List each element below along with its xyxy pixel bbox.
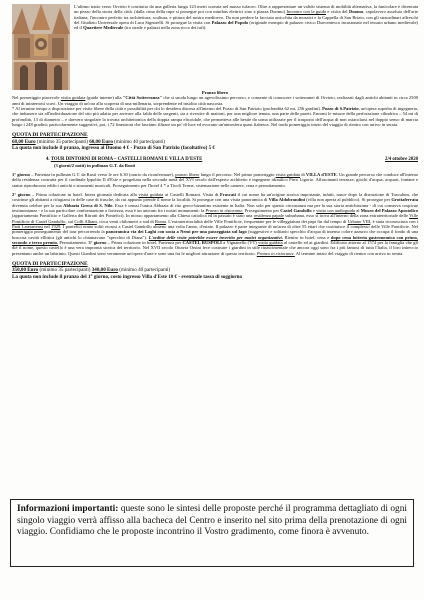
quota-title-2: QUOTA DI PARTECIPAZIONE [12,261,88,268]
info-lead: Informazioni importanti: [17,504,119,514]
info-body: queste sono le sintesi delle proposte perché il programma dettagliato di ogni singolo viaggio verrà affisso alla bacheca del Centro e inserito nel sito prima della prenotazione di ogni viaggio. Confidiamo che le proposte incontrino il Vostro gradimento, come finora è avvenuto. [17,504,408,538]
pozzo-paragraph: * Al termine tempo a disposizione per visite libere della città e possibilità per chi lo desidera discesa all'interno del Pozzo di San Patrizio (profondità 62 mt, 256 gradini). Pozzo di S.Patrizio, un'opera superba di ingegneria, che indussero sia all'individuazione del sito più adatto per arrivare alla falda delle sorgenti, sia a rivestire di mattoni, per una migliore tenuta, una parte delle pareti. Enormi le misure della perforazione cilindrica – 54 mt di profondità, 13 di diametro – e davvero singolare la trovata architettonica della doppia rampa elicoidale, che permetteva alle bestie da soma utilizzate per il trasporto dell'acqua di non ostacolarsi nel doppio senso di marcia lungo i 248 gradini; particolarmente suggestivi, poi, i 72 finestroni che lasciano filtrare un po' di luce ed evocano un'atmosfera quasi fiabesca. Nel tardo pomeriggio inizio del viaggio di rientro con arrivo in serata. [12,106,419,128]
day1-paragraph: 1° giorno – Partenza in pullman G.T. da Rusti verso le ore 6.30 (orario da riconfermare), pranzo libero lungo il percorso. Nel primo pomeriggio visita guidata di VILLA d'ESTE. Un grande percorso che conduce all'interno della residenza costruita per il cardinale Ippolito II d'Este e progettata nella seconda metà del XVI secolo dall'esperto architetto e ingegnere idraulico Pirro Ligorio. Affascinanti terrazze, giochi d'acqua, acquari, fontane e statue riproducono edifici antichi e strumenti musicali. Proseguimento per l'hotel 4 * a Tivoli Terme, sistemazione nelle camere, cena e pernottamento. [12,171,419,188]
intro-section [12,4,418,90]
afternoon-paragraph: Nel pomeriggio piacevole visita guidata (guide interne) alla "Città Sotterranea" che si snoda lungo un agevolissimo percorso, e consente di conoscere i sotterranei di Orvieto, realizzati dagli antichi abitanti in circa 2500 anni di ininterrotti scavi. Un viaggio di un'ora alla scoperta di una millenaria, sorprendente ed insolita città nascosta. [12,95,419,106]
tour-number: 4. [46,157,50,163]
quota-exclusions-1: La quota non include il pranzo, ingresso al Duomo 4 € - Pozzo di San Patrizio (facoltativo) 5 € [12,145,215,152]
tour-subtitle: (3 giorni/2 notti) in pullman G.T. da Rusti [54,162,136,168]
quota-exclusions-2: La quota non include il pranzo del 1° giorno, costo ingresso Villa d'Este 10 € - eventuale tassa di soggiorno [12,273,243,280]
important-info-box [10,499,414,567]
page-bottom-margin [0,567,424,600]
tour-dates: 2/4 ottobre 2020 [385,157,418,163]
quota-prices-2: 350,00 Euro (minimo 35 partecipanti) 340,00 Euro (minimo 40 partecipanti) [12,267,171,274]
quota-title-1: QUOTA DI PARTECIPAZIONE [12,132,88,139]
day2-paragraph: 2° giorno – Prima colazione in hotel. Intera giornata dedicata alla visita guidata ai Castelli Romani. Visita di Frascati il cui nome ha un'origine storica importante, infatti, nasce dopo la distruzione di Tusculum, che costrinse gli abitanti a rifugiarsi in delle case di frasche, da cui appunto prende il nome la località. Si prosegue con una visita panoramica di Villa Aldobrandini (villa non aperta al pubblico). Si prosegue per Grottaferrata divenuta celebre per la sua Abbazia Greca di S. Nilo. Essa è ormai l'unica Abbazia di rito greco-bizantino esistente in Italia. Non solo per questo circostanza ma per la sua storia antichissima - di cui conserva cospicue testimonianze - e la sua particolare conformazione a fortezza, essa è un unicum fra i nostri monumenti: la Pranzo in ristorante. Proseguimento per Castel Gandolfo e visita con audioguida al Museo del Palazzo Apostolico (appartamento Pontificio e Galleria dei Ritratti dei Pontefici). In mosso appartamento alla Chiesa cattolica ed in passato è stato una residenza papale suburbana, esso si trova all'interno della zona extraterritoriale delle Ville Pontificie di Castel Gandolfo, sui Colli Albani, circa venti chilometri a sud di Roma. L'extraterritorialità delle Ville Pontificie, frequentate per le villeggiatura dei papi fin dal tempo di Urbano VIII, è stata riconosciuta con i Patti Lateranensi nel 1929. I pontefici erano soliti recarsi a Castel Gandolfo almeno una volta l'anno, d'estate. Il palazzo è parte integrante di un'area di oltre 55 ettari che costituisce il complesso delle Ville Pontificie. Nel pomeriggio proseguimento del tour percorrendo la panoramica via dei Laghi con sosta a Nemi per una passeggiata sul lago (suggestivo e solitario specchio d'acqua di intenso colore azzurro che occupa il fondo di una boscosa cavità ellittica (gli antichi lo chiamavano "specchio di Diana"). L'ordine delle visite potrebbe essere invertito per motivi organizzativi. Rientro in hotel, cena e dopo cena lotteria gastronomica con primo, secondo e terzo premio. Pernottamento. 3° giorno – Prima colazione in hotel. Partenza per CASTEL RUSPOLI a Vignanello (VT) visita guidata al castello ed ai giardini. Edificato attorno al 1574 per la famiglia che gli diè il nome, questo castello è una vera impronta storica del territorio. Nel XVII secolo Ottavia Orsini fece costruire i giardini in stile rinascimentale che ancora oggi sono fra i più famosi di tutta l'Italia, il loro intreccio presentano anche un labirinto. Questi Giardini sono veramente un'opera d'arte e sono una fra le migliori attrazione di questo territorio. Pranzo in ristorante. Al termine inizio del viaggio di rientro con arrivo in serata. [12,191,419,256]
intro-paragraph: L'ultimo tratto verso Orvieto è costituito da una galleria lunga 123 metri scavata nel masso tufaceo. Oltre a rappresentare un valido sistema di mobilità alternativa, la funicolare è diventata un pezzo della storia della città. (dalla cima della rupe si prosegue poi con minibus elettrici sino a piazza Duomo) Incontro con la guida e visita del Duomo, capolavoro assoluto dell'arte italiana, l'incontro perfetto tra architettura, scultura, e pittura del nostro medioevo. Da non perdere la facciata arricchita da mosaici e la Cappella di San Brizio, con gli straordinari affreschi del Giudizio Universale opera di Luca Signorelli. Si prosegue la visita con Palazzo del Popolo (originale esempio di palazzo civico Duecentesco incastonato nel tessuto urbano medievale) ed il Quartiere Medievale (tra strade e palazzi nella zona ricca dei tufi). [74,4,418,31]
orvieto-cathedral-image [12,4,70,90]
tour-title: TOUR DINTORNI DI ROMA – CASTELLI ROMANI E VILLA D'ESTE [50,157,203,163]
free-lunch-label: Pranzo libero [201,90,229,95]
quota-prices-1: 68,00 Euro (minimo 35 partecipanti) 60,00 Euro (minimo 40 partecipanti) [12,138,166,145]
